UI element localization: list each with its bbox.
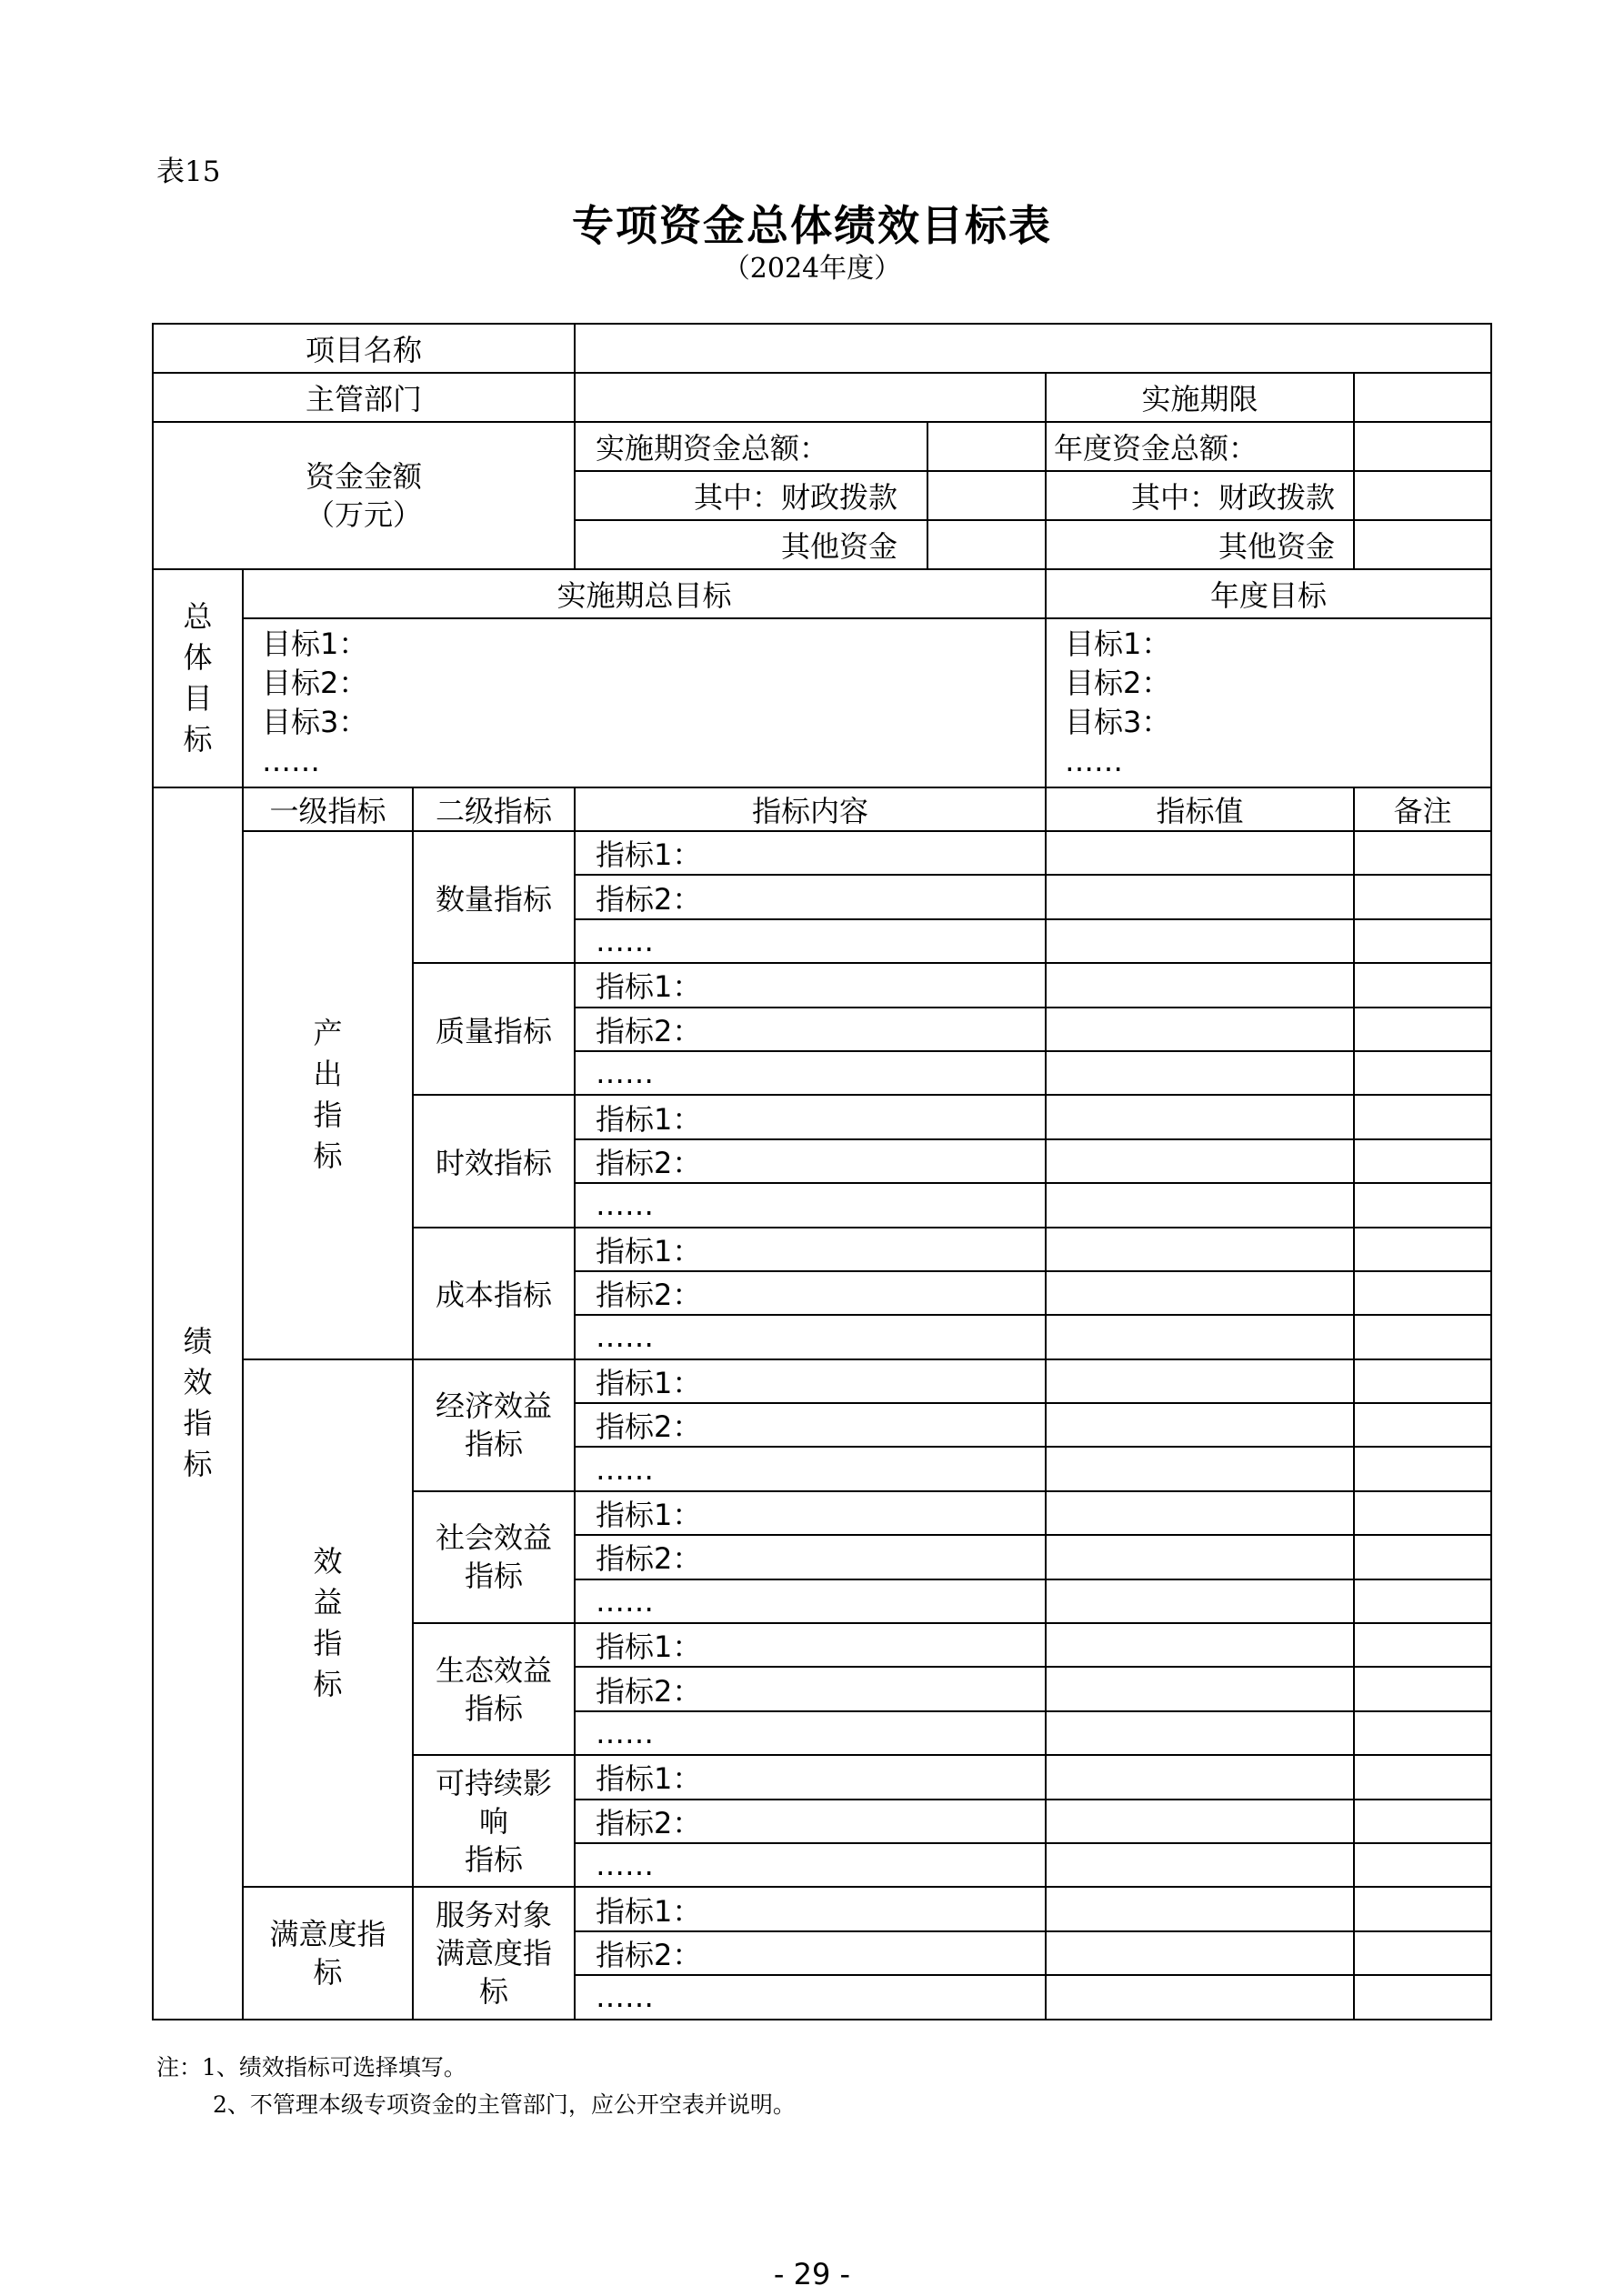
goal-line: 目标3： <box>1065 705 1171 739</box>
indicator-value[interactable] <box>1046 963 1354 1007</box>
indicator-value[interactable] <box>1046 1579 1354 1623</box>
annual-goals-cell[interactable] <box>1046 618 1491 787</box>
project-name-label: 项目名称 <box>153 324 575 373</box>
indicator-value[interactable] <box>1046 1623 1354 1667</box>
footnotes <box>156 2049 796 2123</box>
indicator-value[interactable] <box>1046 875 1354 918</box>
indicator-value[interactable] <box>1046 1228 1354 1271</box>
indicator-value[interactable] <box>1046 1491 1354 1535</box>
indicator-note[interactable] <box>1354 1623 1491 1667</box>
indicator-note[interactable] <box>1354 1843 1491 1887</box>
period-total-value[interactable] <box>927 422 1046 471</box>
quantity-indicator-label: 数量指标 <box>413 831 575 963</box>
other-left-label: 其他资金 <box>575 520 927 569</box>
indicator-item[interactable]: 指标2： <box>575 1667 1046 1710</box>
annual-goal-header: 年度目标 <box>1046 569 1491 618</box>
cost-indicator-label: 成本指标 <box>413 1228 575 1359</box>
indicator-item[interactable]: …… <box>575 1315 1046 1359</box>
sustainable-impact-label: 可持续影 响 指标 <box>413 1755 575 1887</box>
indicator-note[interactable] <box>1354 1491 1491 1535</box>
indicator-value[interactable] <box>1046 1535 1354 1579</box>
other-left-value[interactable] <box>927 520 1046 569</box>
indicator-note[interactable] <box>1354 1975 1491 2019</box>
period-goals-cell[interactable] <box>243 618 1046 787</box>
indicator-value[interactable] <box>1046 1139 1354 1183</box>
indicator-item[interactable]: 指标1： <box>575 1623 1046 1667</box>
col-value-header: 指标值 <box>1046 787 1354 831</box>
indicator-note[interactable] <box>1354 1139 1491 1183</box>
indicator-item[interactable]: …… <box>575 1843 1046 1887</box>
indicator-note[interactable] <box>1354 1008 1491 1051</box>
indicator-note[interactable] <box>1354 1271 1491 1315</box>
indicator-item[interactable]: …… <box>575 1447 1046 1490</box>
indicator-value[interactable] <box>1046 1271 1354 1315</box>
output-indicators-label: 产 出 指 标 <box>243 831 413 1359</box>
indicator-value[interactable] <box>1046 831 1354 875</box>
indicator-note[interactable] <box>1354 1183 1491 1227</box>
period-value[interactable] <box>1354 373 1491 422</box>
timeliness-indicator-label: 时效指标 <box>413 1095 575 1227</box>
indicator-note[interactable] <box>1354 1800 1491 1843</box>
period-label: 实施期限 <box>1046 373 1354 422</box>
indicator-note[interactable] <box>1354 1535 1491 1579</box>
funds-label-line1: 资金金额 <box>305 459 422 494</box>
indicator-value[interactable] <box>1046 1008 1354 1051</box>
indicator-item[interactable]: 指标2： <box>575 1139 1046 1183</box>
fiscal-left-value[interactable] <box>927 471 1046 520</box>
col-content-header: 指标内容 <box>575 787 1046 831</box>
indicator-note[interactable] <box>1354 1711 1491 1755</box>
table-number: 表15 <box>156 155 221 188</box>
footnote-2: 2、不管理本级专项资金的主管部门，应公开空表并说明。 <box>213 2091 796 2118</box>
indicator-value[interactable] <box>1046 1843 1354 1887</box>
indicator-note[interactable] <box>1354 1667 1491 1710</box>
indicator-note[interactable] <box>1354 1755 1491 1799</box>
indicator-item[interactable]: 指标1： <box>575 963 1046 1007</box>
page-number: - 29 - <box>773 2257 851 2291</box>
quality-indicator-label: 质量指标 <box>413 963 575 1095</box>
goal-line: …… <box>1065 744 1123 778</box>
indicator-value[interactable] <box>1046 1711 1354 1755</box>
indicator-value[interactable] <box>1046 1051 1354 1095</box>
indicator-note[interactable] <box>1354 1887 1491 1930</box>
period-total-label: 实施期资金总额： <box>575 422 927 471</box>
economic-benefit-label: 经济效益 指标 <box>413 1359 575 1491</box>
indicator-note[interactable] <box>1354 1579 1491 1623</box>
indicator-value[interactable] <box>1046 1095 1354 1138</box>
indicator-note[interactable] <box>1354 1359 1491 1403</box>
performance-goal-table <box>152 323 1492 2020</box>
indicator-item[interactable]: 指标2： <box>575 1271 1046 1315</box>
indicator-note[interactable] <box>1354 831 1491 875</box>
period-goal-header: 实施期总目标 <box>243 569 1046 618</box>
fiscal-right-label: 其中：财政拨款 <box>1046 471 1354 520</box>
indicator-note[interactable] <box>1354 963 1491 1007</box>
indicator-note[interactable] <box>1354 1095 1491 1138</box>
indicator-item[interactable]: 指标1： <box>575 1887 1046 1930</box>
indicator-item[interactable]: 指标2： <box>575 1403 1046 1447</box>
col-level1-header: 一级指标 <box>243 787 413 831</box>
indicator-item[interactable]: 指标2： <box>575 1800 1046 1843</box>
indicator-item[interactable]: 指标2： <box>575 875 1046 918</box>
goal-line: 目标2： <box>1065 666 1171 700</box>
performance-side-label: 绩 效 指 标 <box>153 787 243 2020</box>
indicator-item[interactable]: 指标1： <box>575 1095 1046 1138</box>
goal-line: 目标1： <box>1065 627 1171 661</box>
indicator-note[interactable] <box>1354 919 1491 963</box>
overall-goal-side-label: 总 体 目 标 <box>153 569 243 787</box>
indicator-value[interactable] <box>1046 1887 1354 1930</box>
ecological-benefit-label: 生态效益 指标 <box>413 1623 575 1755</box>
satisfaction-indicators-label: 满意度指 标 <box>243 1887 413 2019</box>
indicator-value[interactable] <box>1046 1403 1354 1447</box>
other-right-label: 其他资金 <box>1046 520 1354 569</box>
indicator-item[interactable]: …… <box>575 919 1046 963</box>
indicator-item[interactable]: …… <box>575 1183 1046 1227</box>
indicator-note[interactable] <box>1354 875 1491 918</box>
indicator-value[interactable] <box>1046 1315 1354 1359</box>
indicator-item[interactable]: …… <box>575 1579 1046 1623</box>
fiscal-right-value[interactable] <box>1354 471 1491 520</box>
indicator-item[interactable]: 指标1： <box>575 1228 1046 1271</box>
indicator-value[interactable] <box>1046 1975 1354 2019</box>
indicator-item[interactable]: …… <box>575 1051 1046 1095</box>
indicator-note[interactable] <box>1354 1931 1491 1975</box>
page-title: 专项资金总体绩效目标表 <box>572 201 1052 250</box>
project-name-value[interactable] <box>575 324 1491 373</box>
indicator-note[interactable] <box>1354 1315 1491 1359</box>
benefit-indicators-label: 效 益 指 标 <box>243 1359 413 1888</box>
indicator-value[interactable] <box>1046 919 1354 963</box>
indicator-item[interactable]: 指标1： <box>575 1755 1046 1799</box>
fiscal-left-label: 其中：财政拨款 <box>575 471 927 520</box>
goal-line: …… <box>262 744 320 778</box>
indicator-item[interactable]: 指标2： <box>575 1931 1046 1975</box>
other-right-value[interactable] <box>1354 520 1491 569</box>
annual-total-value[interactable] <box>1354 422 1491 471</box>
indicator-item[interactable]: 指标2： <box>575 1008 1046 1051</box>
indicator-item[interactable]: 指标1： <box>575 1359 1046 1403</box>
indicator-note[interactable] <box>1354 1228 1491 1271</box>
indicator-note[interactable] <box>1354 1447 1491 1490</box>
indicator-value[interactable] <box>1046 1359 1354 1403</box>
indicator-value[interactable] <box>1046 1667 1354 1710</box>
page-subtitle: （2024年度） <box>722 253 902 285</box>
indicator-value[interactable] <box>1046 1755 1354 1799</box>
col-note-header: 备注 <box>1354 787 1491 831</box>
annual-total-label: 年度资金总额： <box>1046 422 1354 471</box>
indicator-item[interactable]: 指标2： <box>575 1535 1046 1579</box>
funds-label <box>153 422 575 569</box>
indicator-item[interactable]: …… <box>575 1975 1046 2019</box>
indicator-item[interactable]: 指标1： <box>575 1491 1046 1535</box>
funds-label-line2: （万元） <box>305 497 422 532</box>
indicator-value[interactable] <box>1046 1183 1354 1227</box>
col-level2-header: 二级指标 <box>413 787 575 831</box>
indicator-value[interactable] <box>1046 1447 1354 1490</box>
department-value[interactable] <box>575 373 1046 422</box>
indicator-value[interactable] <box>1046 1931 1354 1975</box>
social-benefit-label: 社会效益 指标 <box>413 1491 575 1623</box>
department-label: 主管部门 <box>153 373 575 422</box>
goal-line: 目标2： <box>262 666 368 700</box>
service-satisfaction-label: 服务对象 满意度指 标 <box>413 1887 575 2019</box>
indicator-item[interactable]: 指标1： <box>575 831 1046 875</box>
indicator-note[interactable] <box>1354 1051 1491 1095</box>
goal-line: 目标3： <box>262 705 368 739</box>
goal-line: 目标1： <box>262 627 368 661</box>
indicator-value[interactable] <box>1046 1800 1354 1843</box>
indicator-item[interactable]: …… <box>575 1711 1046 1755</box>
footnote-1: 注：1、绩效指标可选择填写。 <box>156 2054 466 2080</box>
indicator-note[interactable] <box>1354 1403 1491 1447</box>
